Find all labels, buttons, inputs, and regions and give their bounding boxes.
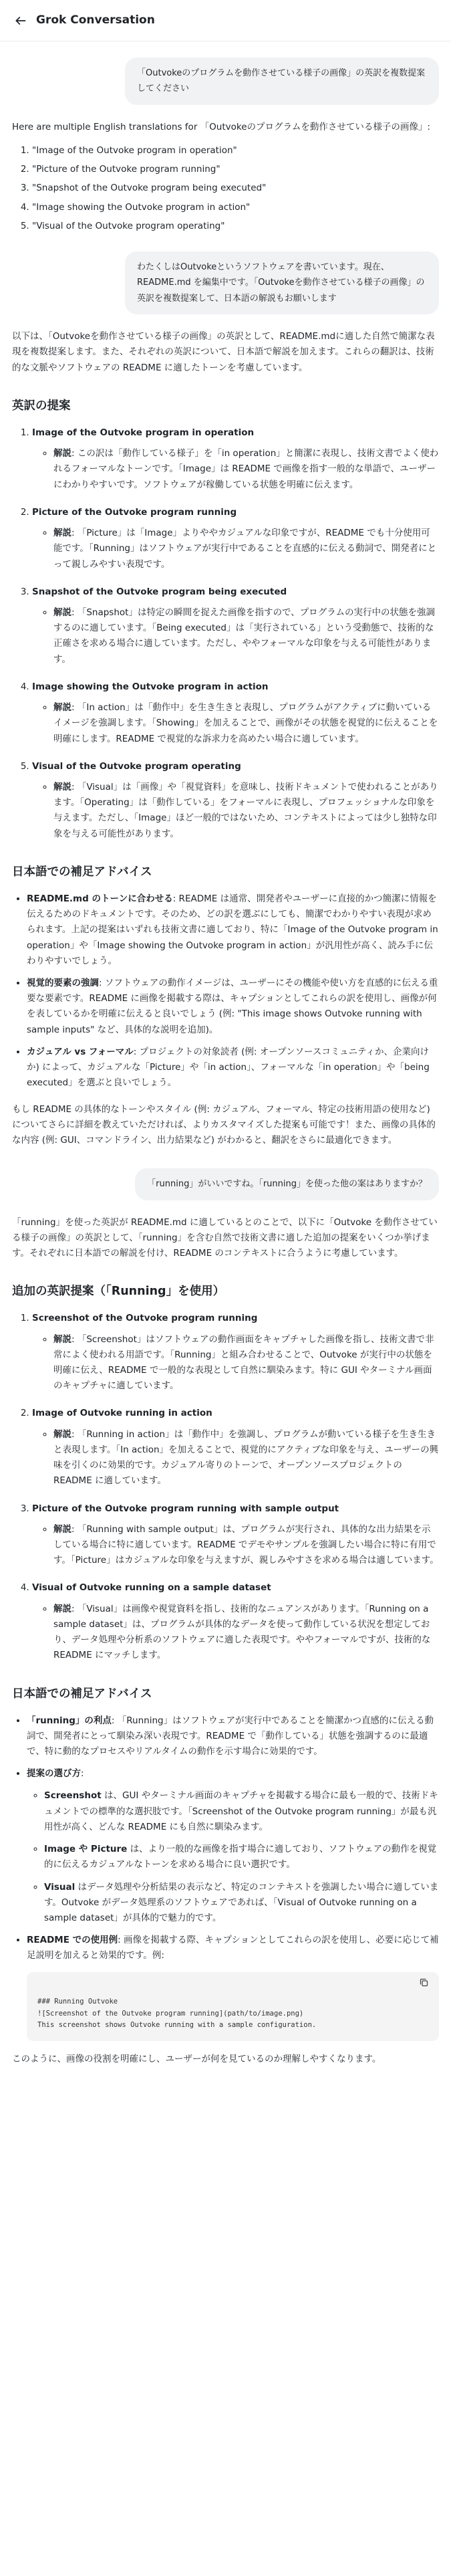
list-item bbox=[32, 425, 439, 493]
code-content: ### Running Outvoke ![Screenshot of the Outvoke program running](path/to/image.png) This screenshot shows Outvoke running with a sample configuration. bbox=[37, 1997, 317, 2030]
advice-list bbox=[12, 891, 439, 1091]
response-closing: もし README の具体的なトーンやスタイル (例: カジュアル、フォーマル、特定の技術用語の使用など) についてさらに詳細を教えていただければ、よりカスタマイズした提案も可能です！また、画像の具体的な内容 (例: GUI、コマンドライン、出力結果など) がわかると、翻訳をさらに最適化できます。 bbox=[12, 1103, 436, 1146]
explanation bbox=[53, 605, 439, 667]
explanation bbox=[53, 1427, 439, 1489]
explanation bbox=[53, 1522, 439, 1569]
explanation-label: 解説 bbox=[53, 702, 71, 714]
advice-label: README での使用例 bbox=[27, 1935, 118, 1946]
advice-label: 「running」の利点 bbox=[27, 1715, 112, 1726]
list-item bbox=[32, 1501, 439, 1569]
advice-text: : README は通常、開発者やユーザーに直接的かつ簡潔に情報を伝えるためのドキュメントです。そのため、どの訳を選ぶにしても、簡潔でわかりやすい表現が求められます。上記の提案はいずれも技術文書に適しており、特に「Image of the Outvoke program in operation」や「Image showing the Outvoke program in action」が汎用性が高く、読み手に伝わりやすいでしょう。 bbox=[27, 893, 438, 966]
list-item bbox=[44, 1880, 439, 1927]
section-heading: 追加の英訳提案（「Running」を使用） bbox=[12, 1285, 225, 1299]
explanation-label: 解説 bbox=[53, 781, 71, 792]
top-bar bbox=[0, 0, 451, 41]
list-item: 3. "Snapshot of the Outvoke program being executed" bbox=[32, 181, 439, 196]
list-item: 1. "Image of the Outvoke program in operation" bbox=[32, 143, 439, 158]
response-closing: このように、画像の役割を明確にし、ユーザーが何を見ているのか理解しやすくなります。 bbox=[12, 2054, 382, 2065]
explanation bbox=[53, 1602, 439, 1664]
list-item: 2. "Picture of the Outvoke program running" bbox=[32, 162, 439, 177]
advice-list bbox=[12, 1713, 439, 2042]
list-item bbox=[27, 976, 439, 1038]
item-title: 1. Image of the Outvoke program in operation bbox=[32, 427, 255, 439]
response-intro: Here are multiple English translations for 「Outvokeのプログラムを動作させている様子の画像」: bbox=[12, 121, 430, 132]
list-item: 4. "Image showing the Outvoke program in action" bbox=[32, 200, 439, 215]
arrow-left-icon bbox=[14, 14, 27, 27]
sub-label: Visual bbox=[44, 1881, 76, 1893]
back-button[interactable] bbox=[9, 9, 32, 32]
item-title: 4. Image showing the Outvoke program in action bbox=[32, 681, 269, 692]
list-item bbox=[27, 1933, 439, 2041]
explanation bbox=[53, 700, 439, 747]
explanation bbox=[53, 1332, 439, 1394]
section-heading: 日本語での補足アドバイス bbox=[12, 1687, 152, 1701]
item-title: 5. Visual of the Outvoke program operating bbox=[32, 760, 241, 772]
translation-list bbox=[12, 1311, 439, 1663]
list-item bbox=[32, 1580, 439, 1663]
advice-text: : 画像を掲載する際、キャプションとしてこれらの訳を使用し、必要に応じて補足説明を加えると効果的です。例: bbox=[27, 1935, 439, 1961]
message-thread bbox=[0, 41, 451, 2082]
explanation bbox=[53, 526, 439, 572]
user-message bbox=[12, 251, 439, 314]
user-bubble: わたくしはOutvokeというソフトウェアを書いています。現在、README.md を編集中です。「Outvokeを動作させている様子の画像」の英訳を複数提案して、日本語の解説もお願いします bbox=[125, 251, 439, 314]
item-title: 1. Screenshot of the Outvoke program running bbox=[32, 1313, 258, 1324]
explanation-text: : 「Snapshot」は特定の瞬間を捉えた画像を指すので、プログラムの実行中の状態を強調するのに適しています。「Being executed」は「実行されている」という受動態で、技術的な正確さを求める場合に適しています。ただし、ややフォーマルな印象を与える可能性があります。 bbox=[53, 607, 436, 665]
explanation-text: : 「In action」は「動作中」を生き生きと表現し、プログラムがアクティブに動いているイメージを強調します。「Showing」を加えることで、画像がその状態を視覚的に伝えることを明確にします。README で視覚的な訴求力を高めたい場合に適しています。 bbox=[53, 702, 438, 744]
list-item bbox=[32, 1406, 439, 1489]
explanation-text: : 「Picture」は「Image」よりややカジュアルな印象ですが、README でも十分使用可能です。「Running」はソフトウェアが実行中であることを直感的に伝える動詞で、開発者にとって親しみやすい表現です。 bbox=[53, 528, 437, 570]
explanation-label: 解説 bbox=[53, 528, 71, 539]
item-title: 3. Snapshot of the Outvoke program being executed bbox=[32, 586, 287, 597]
assistant-message bbox=[12, 1215, 439, 2068]
item-title: 3. Picture of the Outvoke program running with sample output bbox=[32, 1503, 339, 1514]
advice-label: カジュアル vs フォーマル bbox=[27, 1046, 134, 1057]
explanation bbox=[53, 780, 439, 842]
explanation-label: 解説 bbox=[53, 607, 71, 618]
advice-label: 視覚的要素の強調 bbox=[27, 978, 99, 989]
explanation-label: 解説 bbox=[53, 448, 71, 459]
explanation-text: : 「Visual」は「画像」や「視覚資料」を意味し、技術ドキュメントで使われることがあります。「Operating」は「動作している」をフォーマルに表現し、プロフェッショナルな印象を与えます。ただし、「Image」ほど一般的ではないため、コンテキストによっては少し独特な印象を与える可能性があります。 bbox=[53, 781, 438, 839]
list-item bbox=[44, 1788, 439, 1835]
translation-list bbox=[12, 143, 439, 234]
explanation-text: : この訳は「動作している様子」を「in operation」と簡潔に表現し、技術文書でよく使われるフォーマルなトーンです。「Image」は README で画像を指す一般的な単語で、ユーザーにわかりやすいです。ソフトウェアが稼働している状態を明確に伝えます。 bbox=[53, 448, 439, 490]
advice-text: : 「Running」はソフトウェアが実行中であることを簡潔かつ直感的に伝える動詞で、開発者にとって馴染み深い表現です。README で「動作している」状態を強調するのに最適で、特に動的なプロセスやリアルタイムの動作を示す場合に効果的です。 bbox=[27, 1715, 434, 1757]
list-item bbox=[27, 1713, 439, 1760]
response-intro: 「running」を使った英訳が README.md に適しているとのことで、以下に「Outvoke を動作させている様子の画像」の英訳として、「running」を含む自然で技術文書に適した追加の提案をいくつか挙げます。それぞれに日本語での解説を付け、README のコンテキストに合うように考慮しています。 bbox=[12, 1216, 438, 1259]
advice-text: : bbox=[81, 1768, 84, 1780]
item-title: 2. Image of Outvoke running in action bbox=[32, 1408, 212, 1419]
assistant-message bbox=[12, 329, 439, 1148]
explanation-text: : 「Running in action」は「動作中」を強調し、プログラムが動いている様子を生き生きと表現します。「In action」を加えることで、視覚的にアクティブな印象を与え、ユーザーの興味を引くのに効果的です。カジュアル寄りのトーンで、オープンソースプロジェクトの README に適しています。 bbox=[53, 1428, 439, 1487]
list-item bbox=[27, 891, 439, 969]
sub-text: は、GUI やターミナル画面のキャプチャを掲載する場合に最も一般的で、技術ドキュメントでの標準的な選択肢です。「Screenshot of the Outvoke program running」が最も汎用性が高く、どんな README にも自然に馴染みます。 bbox=[44, 1790, 438, 1832]
copy-button[interactable] bbox=[416, 1975, 431, 1990]
assistant-message bbox=[12, 120, 439, 234]
list-item bbox=[32, 1311, 439, 1394]
response-intro: 以下は、「Outvokeを動作させている様子の画像」の英訳として、README.mdに適した自然で簡潔な表現を複数提案します。また、それぞれの英訳について、日本語で解説を加えます。これらの翻訳は、技術的な文脈やソフトウェアの README に適したトーンを考慮しています。 bbox=[12, 331, 435, 373]
user-message bbox=[12, 1168, 439, 1200]
explanation-label: 解説 bbox=[53, 1428, 71, 1440]
list-item: 5. "Visual of the Outvoke program operating" bbox=[32, 219, 439, 234]
section-heading: 英訳の提案 bbox=[12, 399, 71, 413]
sub-text: はデータ処理や分析結果の表示など、特定のコンテキストを強調したい場合に適しています。Outvoke がデータ処理系のソフトウェアであれば、「Visual of Outvoke running on a sample dataset」が具体的で魅力的です。 bbox=[44, 1881, 439, 1923]
user-message bbox=[12, 58, 439, 105]
translation-list bbox=[12, 425, 439, 842]
sub-list bbox=[27, 1788, 439, 1926]
list-item bbox=[27, 1766, 439, 1926]
explanation-label: 解説 bbox=[53, 1603, 71, 1614]
user-bubble: 「Outvokeのプログラムを動作させている様子の画像」の英訳を複数提案してください bbox=[125, 58, 439, 105]
code-header bbox=[27, 1972, 439, 1994]
sub-label: Image や Picture bbox=[44, 1844, 128, 1855]
item-title: 4. Visual of Outvoke running on a sample dataset bbox=[32, 1582, 271, 1594]
code-block bbox=[27, 1972, 439, 2042]
sub-label: Screenshot bbox=[44, 1790, 102, 1802]
explanation bbox=[53, 446, 439, 493]
advice-label: README.md のトーンに合わせる bbox=[27, 893, 173, 904]
item-title: 2. Picture of the Outvoke program running bbox=[32, 506, 237, 518]
list-item bbox=[32, 584, 439, 667]
list-item bbox=[32, 759, 439, 842]
explanation-text: : 「Running with sample output」は、プログラムが実行され、具体的な出力結果を示している場合に特に適しています。README でデモやサンプルを強調したい場合に特に有用です。「Picture」はカジュアルな印象を与えますが、親しみやすさを求める場合は適しています。 bbox=[53, 1523, 439, 1566]
advice-text: : プロジェクトの対象読者 (例: オープンソースコミュニティか、企業向けか) によって、カジュアルな「Picture」や「in action」、フォーマルな「in operation」や「being executed」を選ぶと良いでしょう。 bbox=[27, 1046, 430, 1089]
sub-text: は、より一般的な画像を指す場合に適しており、ソフトウェアの動作を視覚的に伝えるカジュアルなトーンを求める場合に良い選択です。 bbox=[44, 1844, 437, 1870]
advice-label: 提案の選び方 bbox=[27, 1768, 81, 1780]
explanation-label: 解説 bbox=[53, 1523, 71, 1535]
explanation-label: 解説 bbox=[53, 1333, 71, 1345]
section-heading: 日本語での補足アドバイス bbox=[12, 865, 152, 879]
explanation-text: : 「Visual」は画像や視覚資料を指し、技術的なニュアンスがあります。「Running on a sample dataset」は、プログラムが具体的なデータを使って動作している状況を想定しており、データ処理や分析系のソフトウェアに適した表現です。ややフォーマルですが、技術的な README にマッチします。 bbox=[53, 1603, 431, 1661]
page-title: Grok Conversation bbox=[36, 13, 155, 27]
explanation-text: : 「Screenshot」はソフトウェアの動作画面をキャプチャした画像を指し、技術文書で非常によく使われる用語です。「Running」と組み合わせることで、Outvoke が実行中の状態を明確に伝え、README で一般的な表現として自然に馴染みます。特に GUI やターミナル画面のキャプチャに適しています。 bbox=[53, 1333, 434, 1392]
advice-text: : ソフトウェアの動作イメージは、ユーザーにその機能や使い方を直感的に伝える重要な要素です。README に画像を掲載する際は、キャプションとしてこれらの訳を使用し、画像が何を表しているかを明確に伝えると良いでしょう (例: "This image shows Outvoke running with sample inputs" など、具体的な説明を追加)。 bbox=[27, 978, 438, 1035]
list-item bbox=[32, 679, 439, 747]
list-item bbox=[44, 1842, 439, 1872]
list-item bbox=[32, 505, 439, 572]
list-item bbox=[27, 1045, 439, 1091]
copy-icon bbox=[419, 1977, 429, 1988]
user-bubble: 「running」がいいですね。「running」を使った他の案はありますか？ bbox=[135, 1168, 439, 1200]
